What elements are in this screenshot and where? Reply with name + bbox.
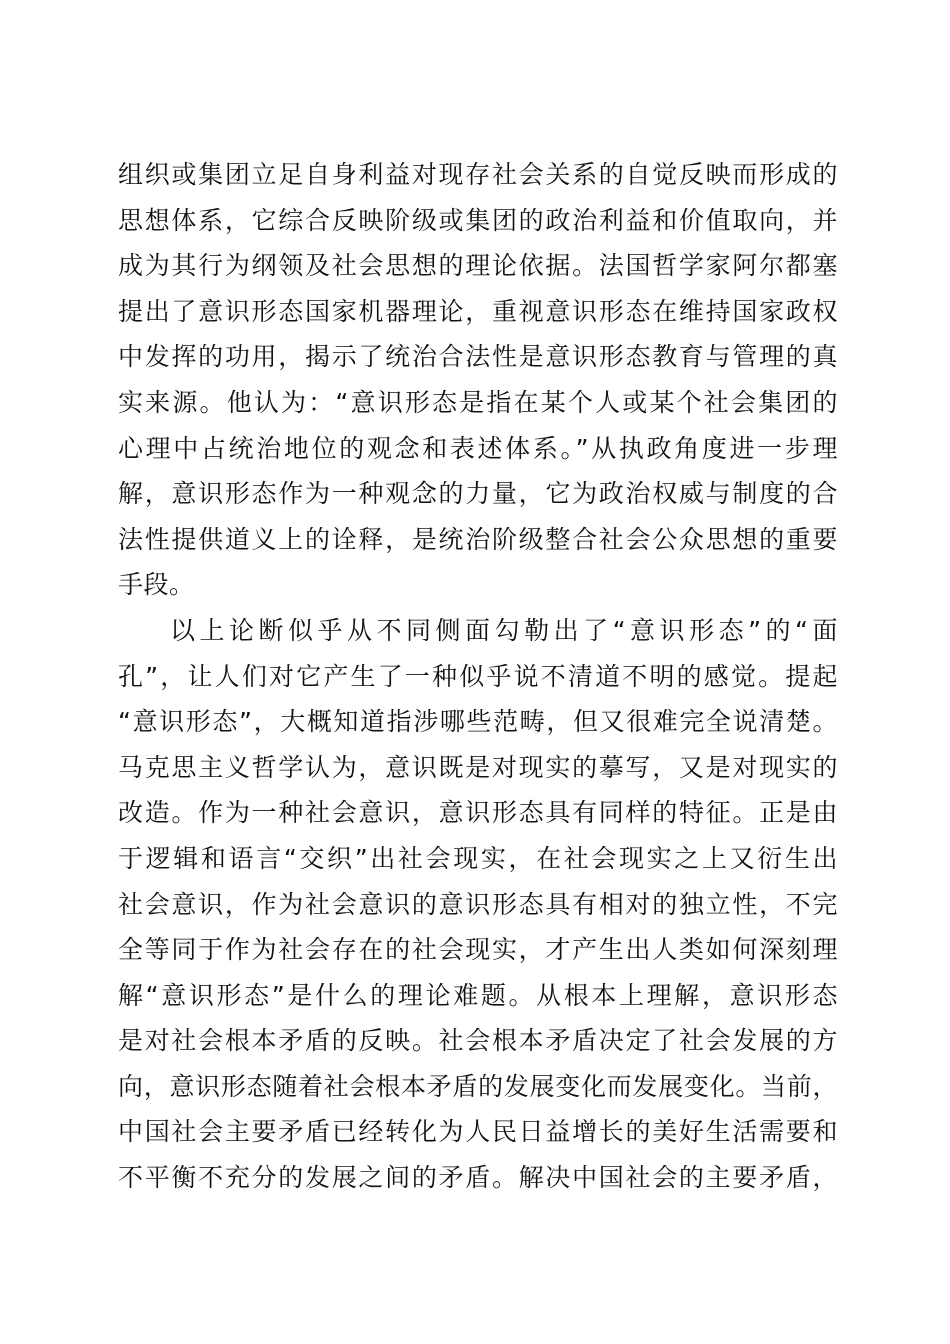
text-line: 社会意识，作为社会意识的意识形态具有相对的独立性，不完	[118, 889, 838, 919]
text-line: 成为其行为纲领及社会思想的理论依据。法国哲学家阿尔都塞	[118, 251, 838, 281]
text-line: 心理中占统治地位的观念和表述体系。”从执政角度进一步理	[118, 433, 838, 463]
text-line: 改造。作为一种社会意识，意识形态具有同样的特征。正是由	[118, 798, 838, 828]
paragraph-1	[118, 152, 838, 608]
text-line: 全等同于作为社会存在的社会现实，才产生出人类如何深刻理	[118, 935, 838, 965]
text-line: “意识形态”，大概知道指涉哪些范畴，但又很难完全说清楚。	[118, 707, 838, 737]
text-line: 中国社会主要矛盾已经转化为人民日益增长的美好生活需要和	[118, 1117, 838, 1147]
text-line: 组织或集团立足自身利益对现存社会关系的自觉反映而形成的	[118, 160, 838, 189]
text-line: 向，意识形态随着社会根本矛盾的发展变化而发展变化。当前，	[118, 1071, 838, 1101]
text-line: 解“意识形态”是什么的理论难题。从根本上理解，意识形态	[118, 980, 838, 1010]
text-line: 于逻辑和语言“交织”出社会现实，在社会现实之上又衍生出	[118, 843, 838, 873]
text-line: 实来源。他认为：“意识形态是指在某个人或某个社会集团的	[118, 387, 838, 417]
document-page	[118, 152, 838, 1201]
text-line: 孔”，让人们对它产生了一种似乎说不清道不明的感觉。提起	[118, 661, 838, 691]
text-line: 是对社会根本矛盾的反映。社会根本矛盾决定了社会发展的方	[118, 1026, 838, 1056]
text-line: 思想体系，它综合反映阶级或集团的政治利益和价值取向，并	[118, 205, 838, 235]
text-line: 提出了意识形态国家机器理论，重视意识形态在维持国家政权	[118, 296, 838, 326]
text-line: 以上论断似乎从不同侧面勾勒出了“意识形态”的“面	[170, 615, 838, 645]
text-line: 不平衡不充分的发展之间的矛盾。解决中国社会的主要矛盾，	[118, 1163, 838, 1193]
text-line: 马克思主义哲学认为，意识既是对现实的摹写，又是对现实的	[118, 752, 838, 782]
text-line: 法性提供道义上的诠释，是统治阶级整合社会公众思想的重要	[118, 524, 838, 554]
paragraph-2	[118, 608, 838, 1201]
text-line: 中发挥的功用，揭示了统治合法性是意识形态教育与管理的真	[118, 342, 838, 372]
text-line: 手段。	[118, 570, 195, 600]
text-line: 解，意识形态作为一种观念的力量，它为政治权威与制度的合	[118, 479, 838, 509]
